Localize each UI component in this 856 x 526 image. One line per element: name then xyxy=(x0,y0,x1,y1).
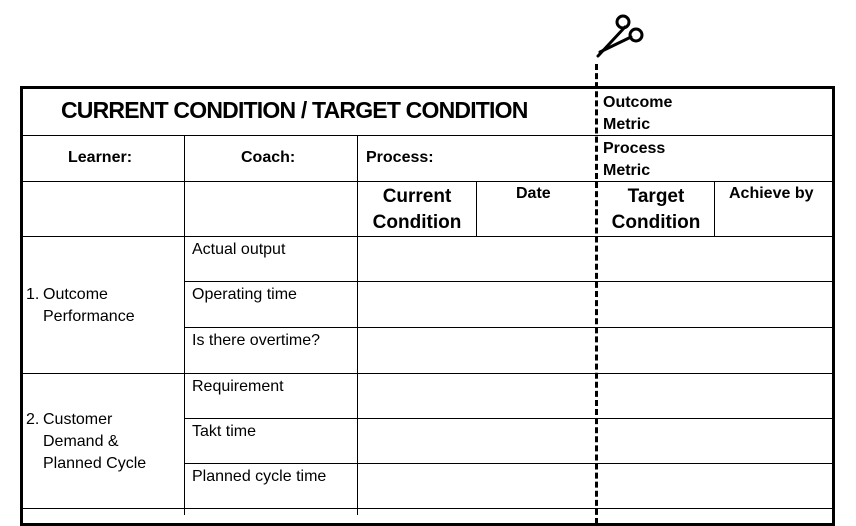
row-item-actual-output: Actual output xyxy=(192,241,286,258)
grid-line-h2 xyxy=(23,181,833,182)
section-1-label: 1. Outcome Performance xyxy=(26,286,135,325)
section-2-label: 2. Customer Demand & Planned Cycle xyxy=(26,411,147,472)
scissors-icon xyxy=(592,12,646,64)
grid-line-v-achieve xyxy=(714,181,715,237)
grid-line-v-date xyxy=(476,181,477,237)
current-condition-header: Current Condition xyxy=(372,186,462,233)
outcome-metric-label: Outcome Metric xyxy=(603,94,673,133)
grid-line-h8 xyxy=(185,463,833,464)
process-metric-label: Process Metric xyxy=(603,140,666,179)
grid-line-h5 xyxy=(185,327,833,328)
row-item-overtime: Is there overtime? xyxy=(192,332,321,349)
grid-line-h7 xyxy=(185,418,833,419)
coach-label: Coach: xyxy=(241,149,296,166)
grid-line-h9 xyxy=(23,508,833,509)
grid-line-h3 xyxy=(23,236,833,237)
row-item-takt-time: Takt time xyxy=(192,423,257,440)
process-label: Process: xyxy=(366,149,434,166)
cut-line xyxy=(595,64,598,524)
learner-label: Learner: xyxy=(68,149,133,166)
row-item-operating-time: Operating time xyxy=(192,286,297,303)
grid-line-h4 xyxy=(185,281,833,282)
page-title: CURRENT CONDITION / TARGET CONDITION xyxy=(61,97,528,123)
grid-line-h6 xyxy=(23,373,833,374)
grid-line-h1 xyxy=(23,135,833,136)
section-1-number: 1. xyxy=(26,286,40,303)
target-condition-header: Target Condition xyxy=(611,186,701,233)
section-2-number: 2. xyxy=(26,411,40,428)
row-item-requirement: Requirement xyxy=(192,378,284,395)
date-header: Date xyxy=(516,185,551,202)
achieve-by-header: Achieve by xyxy=(729,185,814,202)
grid-line-v-coach xyxy=(184,135,185,515)
row-item-planned-cycle-time: Planned cycle time xyxy=(192,468,327,485)
